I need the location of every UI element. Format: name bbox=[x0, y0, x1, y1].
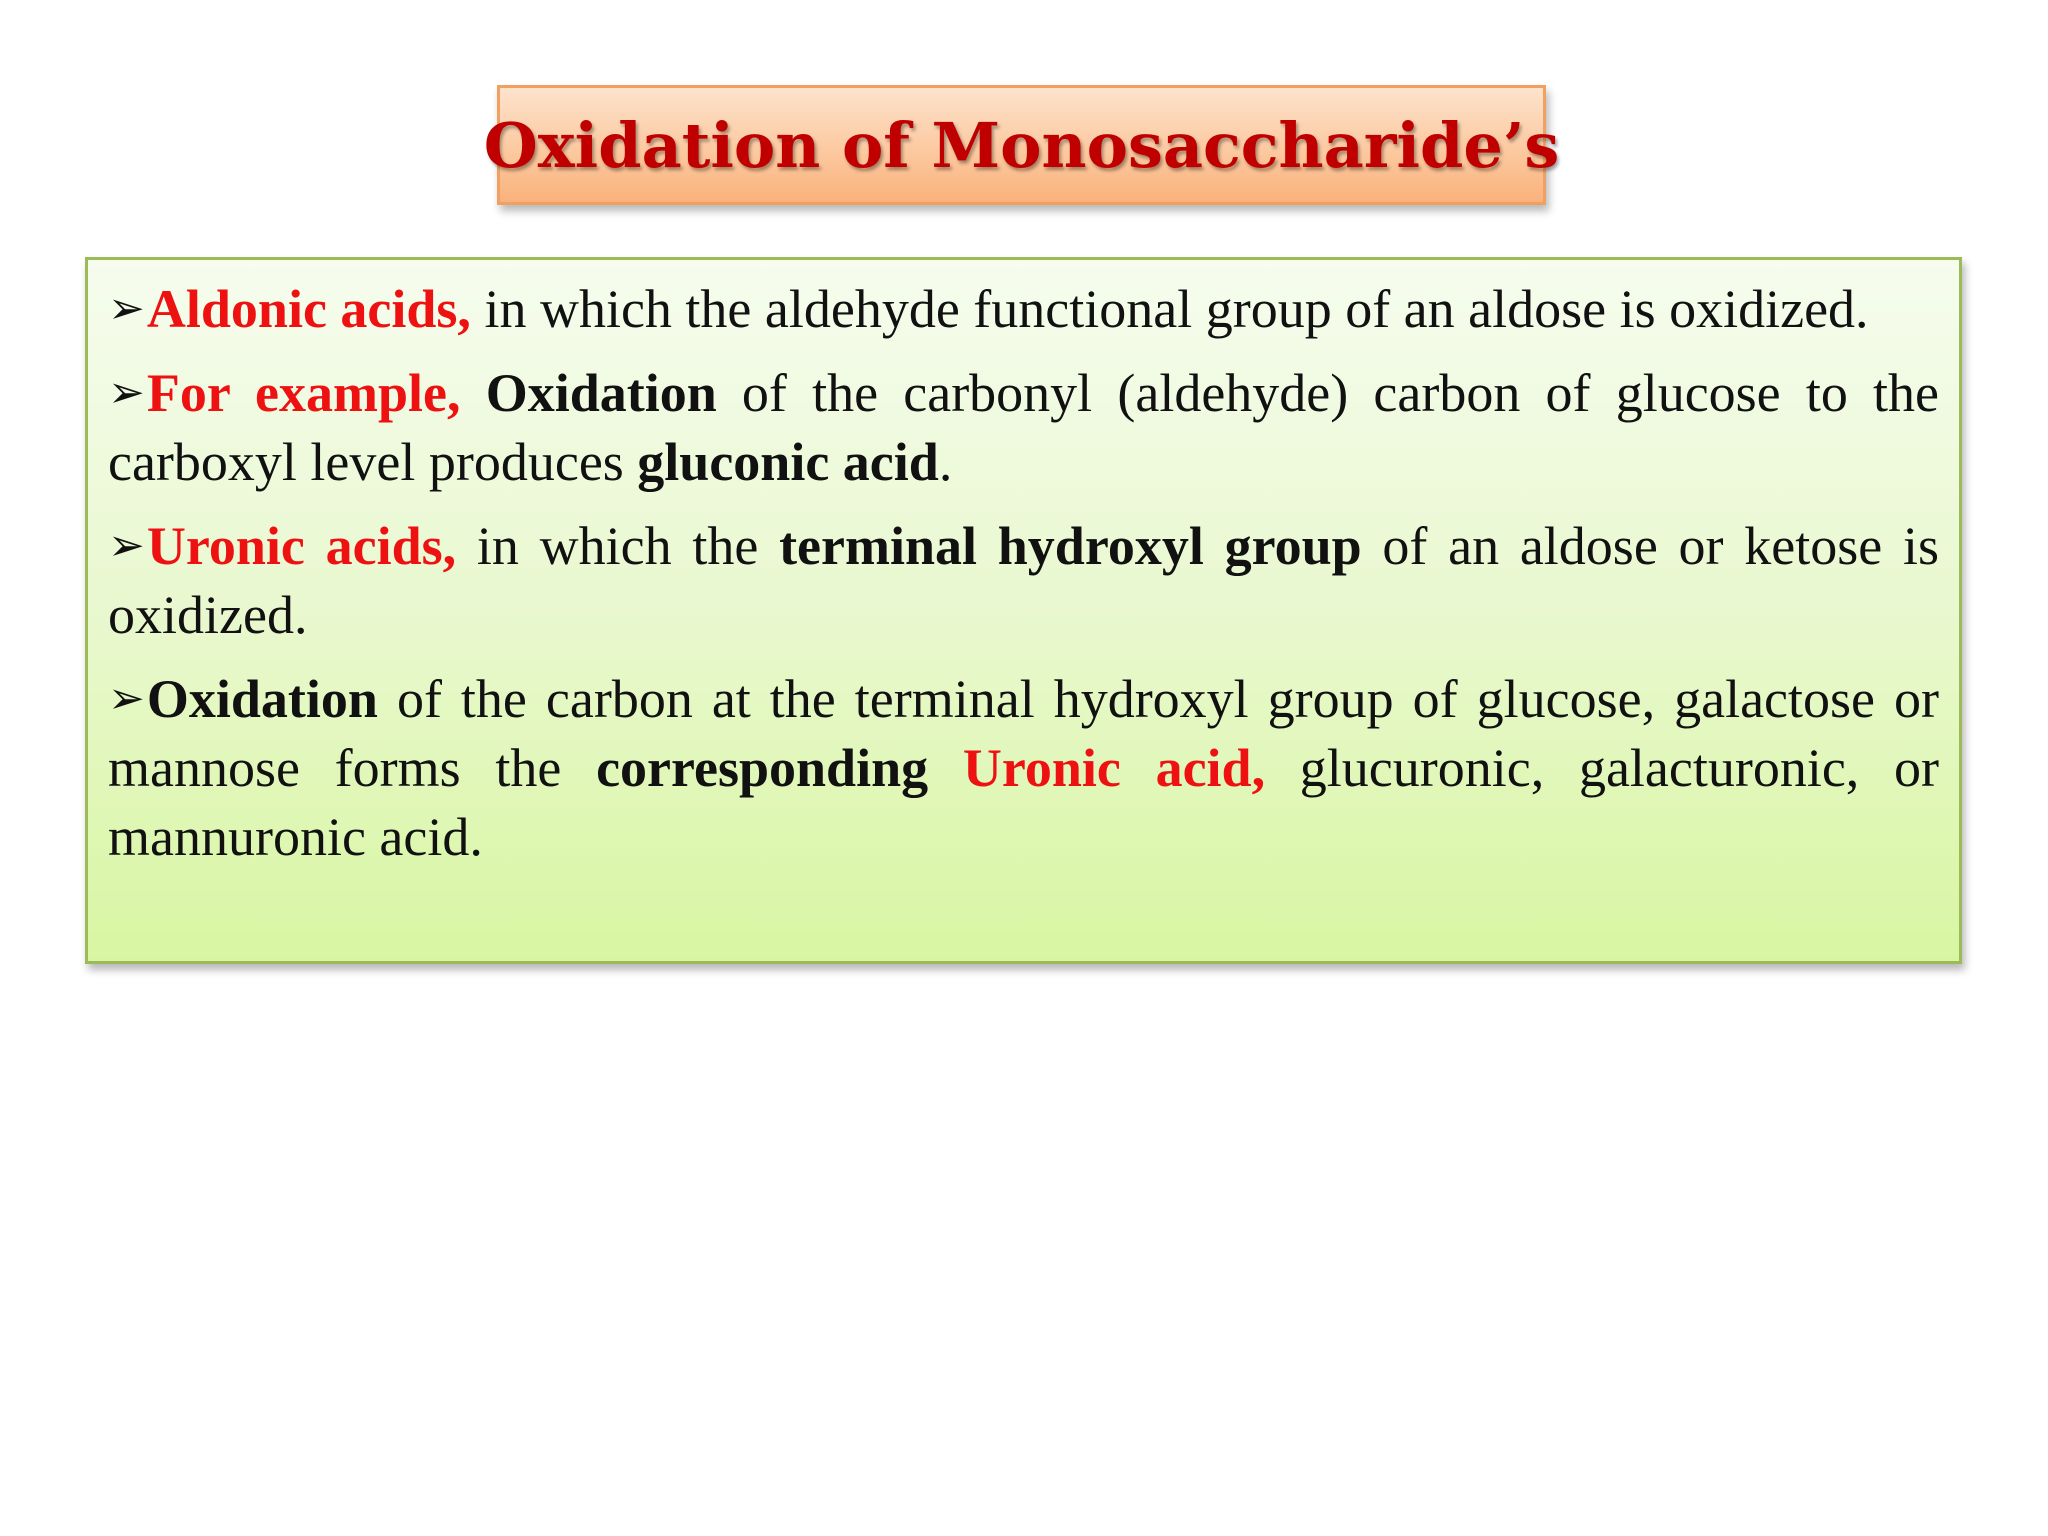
term-terminal-hydroxyl-group: terminal hydroxyl group bbox=[779, 516, 1362, 576]
bullet-example bbox=[108, 358, 1939, 497]
arrow-bullet-icon: ➢ bbox=[108, 367, 145, 418]
content-box bbox=[85, 257, 1962, 964]
bullet-oxidation bbox=[108, 664, 1939, 872]
bullet-text: glucuronic, galacturonic, or mannuronic acid. bbox=[108, 738, 1940, 867]
bullet-text: in which the bbox=[456, 516, 780, 576]
term-uronic-acids: Uronic acids, bbox=[146, 516, 457, 576]
arrow-bullet-icon: ➢ bbox=[108, 673, 145, 724]
term-aldonic-acids: Aldonic acids, bbox=[146, 279, 471, 339]
term-corresponding: corresponding bbox=[596, 738, 929, 798]
bullet-aldonic-acids bbox=[108, 274, 1939, 344]
term-uronic-acid: Uronic acid, bbox=[962, 738, 1266, 798]
slide-title: Oxidation of Monosaccharide’s bbox=[483, 108, 1560, 182]
bullet-text: . bbox=[938, 432, 953, 492]
bullet-text bbox=[461, 363, 486, 423]
bullet-text: of the carbon at the terminal hydroxyl group of glucose, galactose or mannose forms the bbox=[108, 669, 1939, 798]
term-oxidation: Oxidation bbox=[146, 669, 378, 729]
bullet-text: in which the aldehyde functional group of an aldose is oxidized. bbox=[470, 279, 1869, 339]
bullet-text: of the carbonyl (aldehyde) carbon of glucose to the carboxyl level produces bbox=[108, 363, 1939, 492]
term-oxidation: Oxidation bbox=[485, 363, 717, 423]
title-box bbox=[483, 85, 1560, 205]
arrow-bullet-icon: ➢ bbox=[108, 283, 145, 334]
arrow-bullet-icon: ➢ bbox=[108, 520, 145, 571]
bullet-text bbox=[928, 738, 963, 798]
bullet-text: of an aldose or ketose is oxidized. bbox=[108, 516, 1939, 645]
bullet-uronic-acids bbox=[108, 511, 1939, 650]
term-gluconic-acid: gluconic acid bbox=[637, 432, 939, 492]
term-for-example: For example, bbox=[146, 363, 461, 423]
